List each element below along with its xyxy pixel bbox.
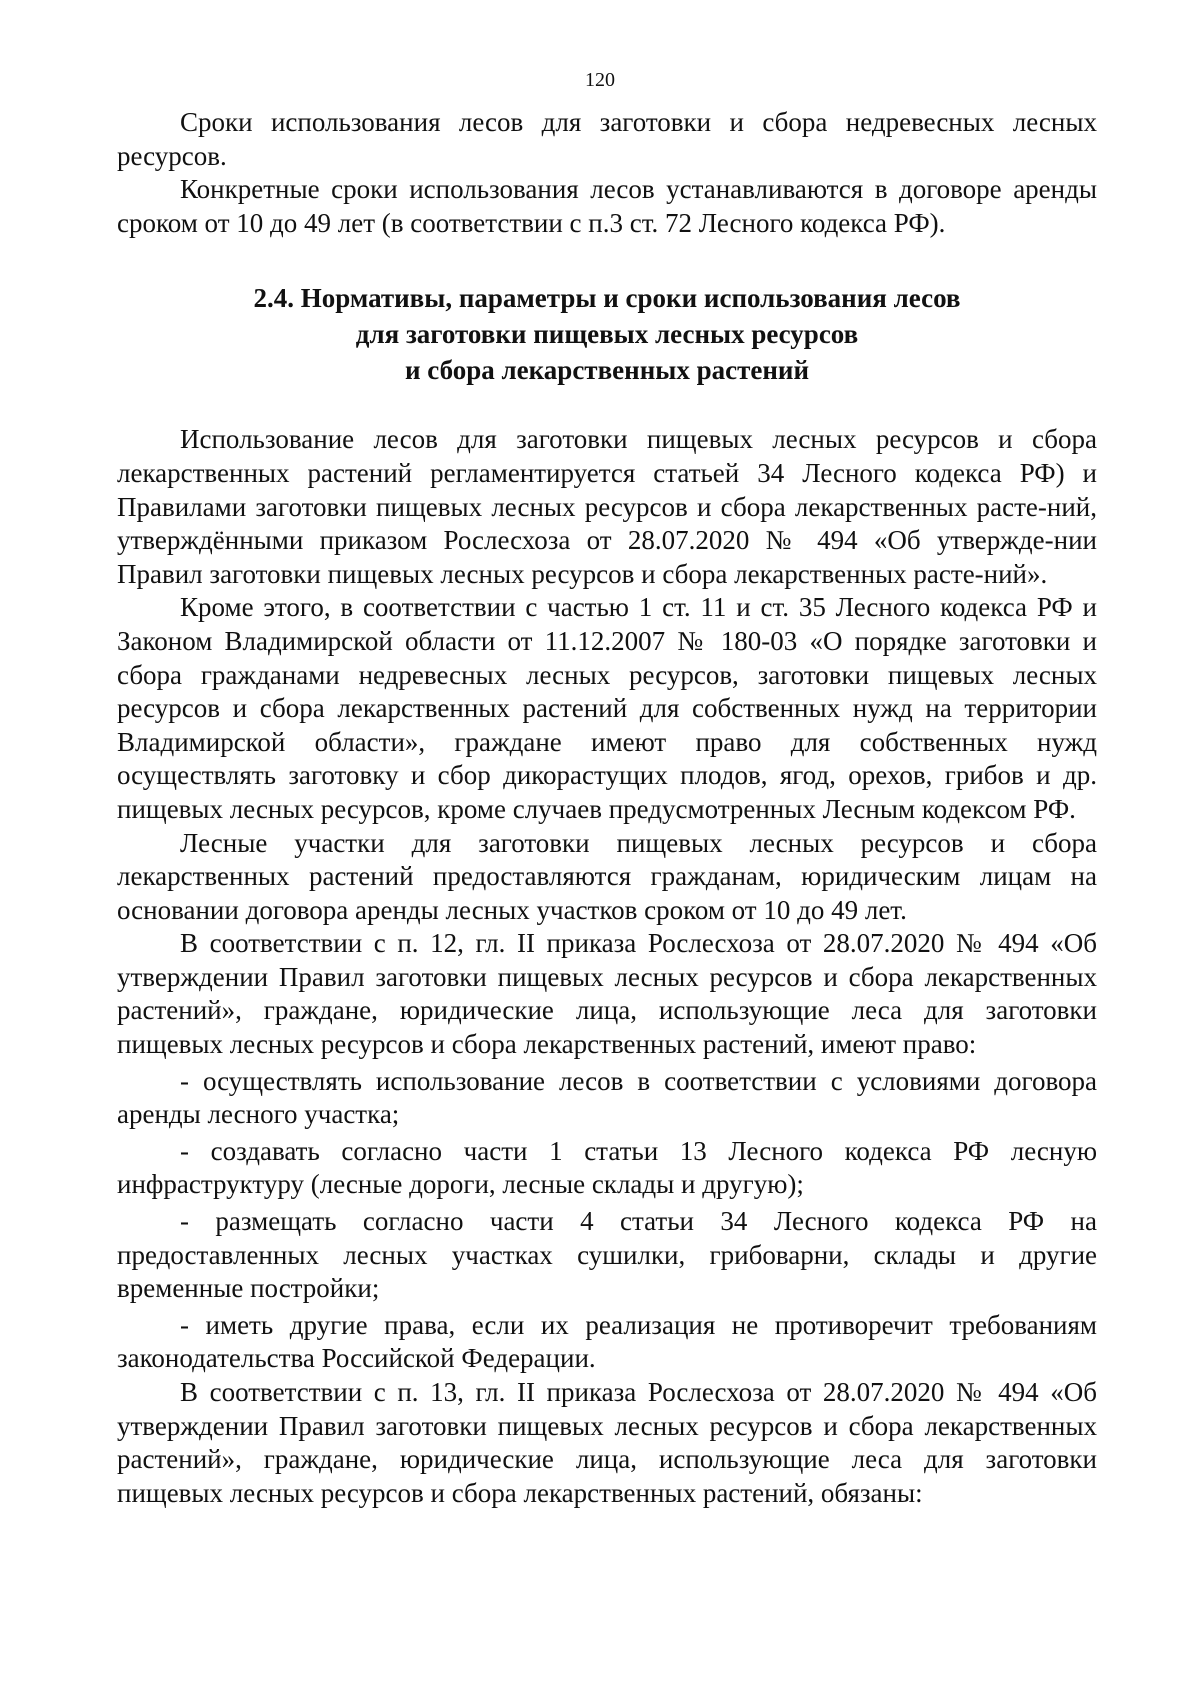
body-paragraph-4: В соответствии с п. 12, гл. II приказа Рослесхоза от 28.07.2020 № 494 «Об утверждении Правил заготовки пищевых лесных ресурсов и сбора лекарственных растений», граждане, юридические лица, использующие леса для заготовки пищевых лесных ресурсов и сбора лекарственных растений, имеют право: xyxy=(117,928,1097,1060)
rights-list-item: - осуществлять использование лесов в соответствии с условиями договора аренды лесного участка; xyxy=(117,1065,1097,1130)
section-heading-line-1: 2.4. Нормативы, параметры и сроки использования лесов xyxy=(253,283,961,314)
body-paragraph-3: Лесные участки для заготовки пищевых лесных ресурсов и сбора лекарственных растений предоставляются гражданам, юридическим лицам на основании договора аренды лесных участков сроком от 10 до 49 лет. xyxy=(117,827,1097,925)
intro-paragraph-1: Сроки использования лесов для заготовки и сбора недревесных лесных ресурсов. xyxy=(117,107,1097,171)
body-paragraph-2: Кроме этого, в соответствии с частью 1 ст. 11 и ст. 35 Лесного кодекса РФ и Законом Владимирской области от 11.12.2007 № 180-03 «О порядке заготовки и сбора гражданами недревесных лесных ресурсов, заготовки пищевых лесных ресурсов и сбора лекарственных растений для собственных нужд на территории Владимирской области», граждане имеют право для собственных нужд осуществлять заготовку и сбор дикорастущих плодов, ягод, орехов, грибов и др. пищевых лесных ресурсов, кроме случаев предусмотренных Лесным кодексом РФ. xyxy=(117,592,1097,824)
intro-paragraph-2: Конкретные сроки использования лесов устанавливаются в договоре аренды сроком от 10 до 49 лет (в соответствии с п.3 ст. 72 Лесного кодекса РФ). xyxy=(117,174,1097,238)
rights-list-item: - размещать согласно части 4 статьи 34 Лесного кодекса РФ на предоставленных лесных участках сушилки, грибоварни, склады и другие временные постройки; xyxy=(117,1206,1097,1304)
page-content xyxy=(117,106,1097,1510)
rights-list xyxy=(117,1065,1097,1376)
section-heading-line-3: и сбора лекарственных растений xyxy=(405,355,809,386)
closing-paragraph: В соответствии с п. 13, гл. II приказа Рослесхоза от 28.07.2020 № 494 «Об утверждении Правил заготовки пищевых лесных ресурсов и сбора лекарственных растений», граждане, юридические лица, использующие леса для заготовки пищевых лесных ресурсов и сбора лекарственных растений, обязаны: xyxy=(117,1377,1097,1508)
rights-list-item: - иметь другие права, если их реализация не противоречит требованиям законодательства Российской Федерации. xyxy=(117,1309,1097,1374)
rights-list-item: - создавать согласно части 1 статьи 13 Лесного кодекса РФ лесную инфраструктуру (лесные дороги, лесные склады и другую); xyxy=(117,1135,1097,1200)
page-number: 120 xyxy=(585,69,615,91)
section-heading xyxy=(117,280,1097,388)
section-heading-line-2: для заготовки пищевых лесных ресурсов xyxy=(355,319,859,350)
body-paragraph-1: Использование лесов для заготовки пищевых лесных ресурсов и сбора лекарственных растений регламентируется статьей 34 Лесного кодекса РФ) и Правилами заготовки пищевых лесных ресурсов и сбора лекарственных расте-ний, утверждёнными приказом Рослесхоза от 28.07.2020 № 494 «Об утвержде-нии Правил заготовки пищевых лесных ресурсов и сбора лекарственных расте-ний». xyxy=(117,424,1097,589)
